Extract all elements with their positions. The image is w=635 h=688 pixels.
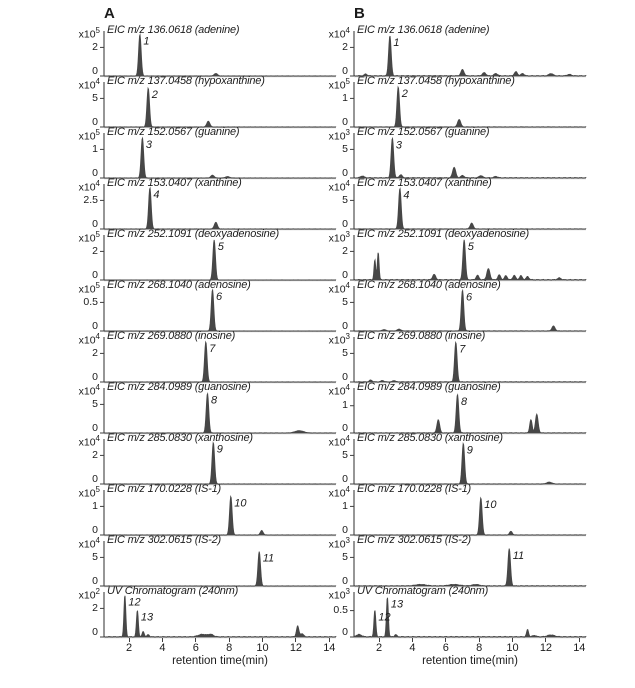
y-scale-exponent: 2	[95, 587, 100, 596]
peak-number-label: 12	[128, 596, 141, 609]
y-tick-label: 5	[92, 397, 98, 410]
y-tick-label: 0.5	[83, 295, 98, 308]
trace-svg	[354, 286, 586, 332]
y-zero-label: 0	[342, 217, 348, 230]
trace-svg	[104, 337, 336, 383]
y-scale-exponent: 4	[95, 179, 100, 188]
panel-title: EIC m/z 269.0880 (inosine)	[357, 330, 486, 342]
plot-area	[354, 77, 586, 128]
y-scale-label: $x10^4$	[78, 383, 100, 398]
panel-title: EIC m/z 152.0567 (guanine)	[107, 126, 240, 138]
y-scale-exponent: 3	[345, 230, 350, 239]
plot-area	[104, 179, 336, 230]
panel-label-A: A	[104, 5, 115, 22]
plot-area	[354, 128, 586, 179]
y-axis-labels	[62, 332, 104, 383]
x-tick-label: 6	[192, 642, 199, 654]
x-tick-label: 10	[506, 642, 519, 654]
y-tick-label: 1	[92, 142, 98, 155]
peak-number-label: 7	[459, 343, 466, 356]
chromatogram-panel	[62, 383, 336, 434]
peak-number-label: 7	[209, 343, 216, 355]
plot-area	[354, 332, 586, 383]
panel-title: EIC m/z 152.0567 (guanine)	[357, 126, 490, 138]
chromatogram-trace	[354, 498, 586, 535]
y-tick-label: 2.5	[83, 193, 98, 206]
trace-svg	[104, 31, 336, 77]
chromatogram-trace	[104, 552, 336, 586]
chromatogram-trace	[354, 87, 586, 127]
panel-title: EIC m/z 284.0989 (guanosine)	[357, 381, 501, 393]
y-axis-labels	[312, 230, 354, 281]
y-tick-label: 5	[342, 193, 348, 206]
panel-title: EIC m/z 269.0880 (inosine)	[107, 330, 236, 342]
y-scale-label: $x10^2$	[78, 587, 100, 602]
chromatogram-trace	[354, 189, 586, 229]
chromatogram-panel	[62, 281, 336, 332]
y-zero-label: 0	[92, 166, 98, 179]
panel-title: EIC m/z 170.0228 (IS-1)	[357, 483, 472, 495]
trace-svg	[104, 235, 336, 281]
plot-area	[354, 281, 586, 332]
y-scale-label: $x10^4$	[328, 383, 350, 398]
peak-number-label: 5	[217, 241, 224, 253]
x-tick-label: 6	[442, 642, 449, 654]
y-scale-exponent: 4	[345, 485, 350, 494]
peak-number-label: 11	[512, 549, 525, 562]
column-B	[312, 4, 586, 676]
x-axis-A	[104, 638, 336, 676]
panels-A	[62, 26, 336, 638]
y-tick-label: 2	[92, 244, 98, 257]
trace-svg	[104, 184, 336, 230]
peak-number-label: 2	[151, 89, 158, 102]
y-zero-label: 0	[342, 370, 348, 383]
y-scale-exponent: 3	[345, 332, 350, 341]
x-tick-label: 2	[375, 642, 383, 654]
trace-svg	[104, 82, 336, 128]
peak-number-label: 1	[393, 37, 400, 49]
y-scale-exponent: 5	[95, 128, 100, 137]
peak-number-label: 3	[395, 139, 403, 152]
chromatogram-trace	[354, 549, 586, 586]
trace-svg	[104, 133, 336, 179]
y-zero-label: 0	[342, 574, 348, 587]
y-axis-labels	[62, 536, 104, 587]
panel-title: EIC m/z 153.0407 (xanthine)	[107, 177, 242, 189]
y-zero-label: 0	[92, 370, 98, 383]
y-zero-label: 0	[92, 64, 98, 77]
y-scale-label: $x10^4$	[328, 26, 350, 41]
y-axis-labels	[312, 332, 354, 383]
peak-number-label: 6	[216, 290, 223, 303]
trace-svg	[354, 439, 586, 485]
y-scale-label: $x10^4$	[78, 179, 100, 194]
y-axis-labels	[62, 128, 104, 179]
chromatogram-trace	[104, 342, 336, 382]
x-axis-title: retention time(min)	[422, 655, 518, 667]
y-scale-label: $x10^3$	[328, 536, 350, 551]
peak-number-label: 12	[378, 611, 391, 624]
y-scale-label: $x10^4$	[78, 77, 100, 92]
y-axis-labels	[62, 434, 104, 485]
plot-area	[104, 383, 336, 434]
y-scale-exponent: 5	[95, 281, 100, 290]
plot-area	[354, 536, 586, 587]
chromatogram-panel	[312, 332, 586, 383]
plot-area	[104, 26, 336, 77]
panel-title: EIC m/z 136.0618 (adenine)	[107, 24, 240, 36]
plot-area	[104, 230, 336, 281]
panel-title: UV Chromatogram (240nm)	[107, 585, 239, 597]
panel-title: EIC m/z 302.0615 (IS-2)	[107, 534, 222, 546]
y-tick-label: 1	[92, 499, 98, 512]
plot-area	[354, 587, 586, 638]
y-tick-label: 5	[92, 91, 98, 104]
trace-svg	[354, 490, 586, 536]
peak-number-label: 9	[466, 444, 473, 457]
chromatogram-panel	[312, 587, 586, 638]
y-axis-labels	[62, 281, 104, 332]
peak-number-label: 4	[403, 189, 410, 202]
panel-title: EIC m/z 268.1040 (adenosine)	[107, 279, 251, 291]
chromatogram-panel	[62, 77, 336, 128]
plot-area	[354, 179, 586, 230]
y-scale-label: $x10^3$	[328, 587, 350, 602]
y-scale-label: $x10^4$	[78, 332, 100, 347]
chromatogram-trace	[104, 497, 336, 535]
chromatogram-panel	[62, 128, 336, 179]
y-zero-label: 0	[92, 268, 98, 281]
y-zero-label: 0	[92, 319, 98, 332]
y-tick-label: 5	[92, 550, 98, 563]
y-zero-label: 0	[342, 115, 348, 128]
y-tick-label: 1	[342, 399, 348, 412]
chromatogram-panel	[312, 26, 586, 77]
peak-number-label: 8	[461, 395, 468, 408]
y-scale-exponent: 5	[345, 77, 350, 86]
trace-svg	[104, 439, 336, 485]
y-zero-label: 0	[92, 523, 98, 536]
peak-number-label: 11	[262, 552, 275, 565]
panel-title: EIC m/z 284.0989 (guanosine)	[107, 381, 251, 393]
trace-svg	[354, 184, 586, 230]
chromatogram-panel	[312, 434, 586, 485]
chromatogram-trace	[104, 88, 336, 127]
y-zero-label: 0	[92, 625, 98, 638]
y-scale-label: $x10^4$	[328, 485, 350, 500]
plot-area	[354, 230, 586, 281]
y-zero-label: 0	[92, 115, 98, 128]
y-scale-exponent: 4	[95, 383, 100, 392]
y-axis-labels	[312, 383, 354, 434]
y-zero-label: 0	[92, 472, 98, 485]
panel-title: EIC m/z 252.1091 (deoxyadenosine)	[357, 228, 529, 240]
y-tick-label: 2	[92, 346, 98, 359]
chromatogram-panel	[62, 434, 336, 485]
y-tick-label: 5	[342, 346, 348, 359]
y-scale-exponent: 3	[345, 536, 350, 545]
trace-svg	[354, 133, 586, 179]
y-tick-label: 1	[342, 499, 348, 512]
y-axis-labels	[312, 281, 354, 332]
trace-svg	[354, 388, 586, 434]
y-scale-exponent: 3	[345, 587, 350, 596]
y-scale-exponent: 4	[345, 179, 350, 188]
chromatogram-panel	[312, 128, 586, 179]
panels-B	[312, 26, 586, 638]
x-axis-title: retention time(min)	[172, 655, 268, 667]
y-scale-exponent: 5	[95, 485, 100, 494]
y-zero-label: 0	[342, 268, 348, 281]
panel-title: UV Chromatogram (240nm)	[357, 585, 489, 597]
trace-svg	[354, 31, 586, 77]
plot-area	[104, 77, 336, 128]
plot-area	[104, 434, 336, 485]
y-tick-label: 5	[342, 448, 348, 461]
y-axis-labels	[312, 77, 354, 128]
chromatogram-panel	[62, 179, 336, 230]
peak-number-label: 9	[216, 443, 223, 456]
y-zero-label: 0	[92, 574, 98, 587]
panel-title: EIC m/z 285.0830 (xanthosine)	[107, 432, 253, 444]
trace-svg	[354, 337, 586, 383]
y-scale-exponent: 4	[95, 434, 100, 443]
y-zero-label: 0	[342, 625, 348, 638]
chromatogram-trace	[104, 35, 336, 76]
y-scale-exponent: 5	[95, 26, 100, 35]
y-scale-label: $x10^3$	[328, 128, 350, 143]
chromatogram-trace	[354, 36, 586, 76]
y-axis-labels	[312, 128, 354, 179]
peak-number-label: 10	[484, 498, 497, 511]
plot-area	[104, 536, 336, 587]
y-axis-labels	[62, 77, 104, 128]
chromatogram-trace	[354, 343, 586, 382]
y-axis-labels	[62, 230, 104, 281]
peak-number-label: 13	[140, 611, 154, 624]
y-tick-label: 1	[342, 91, 348, 104]
x-tick-label: 10	[256, 642, 269, 654]
trace-svg	[104, 541, 336, 587]
y-scale-exponent: 4	[345, 434, 350, 443]
trace-svg	[104, 592, 336, 638]
y-tick-label: 2	[92, 448, 98, 461]
x-tick-label: 2	[125, 642, 133, 654]
plot-area	[104, 485, 336, 536]
y-axis-labels	[62, 383, 104, 434]
peak-number-label: 8	[211, 394, 218, 407]
chromatogram-panel	[62, 230, 336, 281]
chromatogram-trace	[104, 394, 336, 433]
x-tick-label: 12	[539, 642, 553, 654]
y-axis-labels	[312, 179, 354, 230]
chromatogram-panel	[62, 26, 336, 77]
y-scale-label: $x10^4$	[78, 536, 100, 551]
y-scale-exponent: 3	[345, 128, 350, 137]
y-scale-label: $x10^5$	[328, 77, 350, 92]
y-zero-label: 0	[342, 421, 348, 434]
panel-title: EIC m/z 252.1091 (deoxyadenosine)	[107, 228, 279, 240]
y-scale-exponent: 4	[95, 77, 100, 86]
y-scale-label: $x10^3$	[328, 230, 350, 245]
x-tick-label: 8	[476, 642, 483, 654]
chromatogram-panel	[312, 281, 586, 332]
y-scale-label: $x10^5$	[78, 26, 100, 41]
x-tick-label: 14	[323, 642, 336, 654]
panel-title: EIC m/z 302.0615 (IS-2)	[357, 534, 472, 546]
peak-number-label: 5	[467, 241, 474, 253]
y-scale-exponent: 4	[345, 281, 350, 290]
panel-title: EIC m/z 170.0228 (IS-1)	[107, 483, 222, 495]
trace-svg	[104, 286, 336, 332]
x-tick-label: 4	[409, 642, 416, 654]
y-axis-labels	[62, 26, 104, 77]
peak-number-label: 6	[466, 291, 473, 304]
y-zero-label: 0	[342, 319, 348, 332]
y-axis-labels	[312, 587, 354, 638]
plot-area	[104, 332, 336, 383]
y-scale-label: $x10^4$	[328, 179, 350, 194]
y-scale-label: $x10^5$	[78, 485, 100, 500]
y-tick-label: 5	[342, 295, 348, 308]
y-zero-label: 0	[342, 523, 348, 536]
chromatogram-panel	[312, 230, 586, 281]
y-scale-exponent: 5	[95, 230, 100, 239]
plot-area	[354, 485, 586, 536]
peak-number-label: 13	[390, 598, 404, 611]
chromatogram-panel	[312, 383, 586, 434]
y-axis-labels	[312, 26, 354, 77]
y-tick-label: 2	[92, 601, 98, 614]
y-tick-label: 0.5	[333, 604, 348, 617]
plot-area	[104, 128, 336, 179]
y-tick-label: 2	[92, 40, 98, 53]
plot-area	[354, 434, 586, 485]
panel-title: EIC m/z 268.1040 (adenosine)	[357, 279, 501, 291]
x-tick-label: 12	[289, 642, 303, 654]
chromatogram-panel	[312, 179, 586, 230]
y-scale-label: $x10^4$	[328, 434, 350, 449]
panel-title: EIC m/z 285.0830 (xanthosine)	[357, 432, 503, 444]
trace-svg	[354, 82, 586, 128]
chromatogram-panel	[62, 536, 336, 587]
y-scale-label: $x10^4$	[78, 434, 100, 449]
trace-svg	[104, 490, 336, 536]
chromatogram-panel	[312, 485, 586, 536]
trace-svg	[354, 235, 586, 281]
plot-area	[354, 383, 586, 434]
y-scale-label: $x10^4$	[328, 281, 350, 296]
panel-title: EIC m/z 137.0458 (hypoxanthine)	[107, 75, 265, 87]
chromatogram-trace	[104, 138, 336, 178]
y-scale-label: $x10^5$	[78, 230, 100, 245]
y-axis-labels	[312, 434, 354, 485]
y-zero-label: 0	[342, 64, 348, 77]
trace-svg	[354, 592, 586, 638]
y-zero-label: 0	[92, 421, 98, 434]
y-zero-label: 0	[92, 217, 98, 230]
chromatogram-panel	[312, 536, 586, 587]
y-scale-exponent: 4	[345, 383, 350, 392]
y-scale-label: $x10^3$	[328, 332, 350, 347]
y-scale-label: $x10^5$	[78, 128, 100, 143]
y-tick-label: 5	[342, 550, 348, 563]
chromatogram-trace	[354, 395, 586, 433]
x-axis-B	[354, 638, 586, 676]
x-tick-label: 14	[573, 642, 586, 654]
peak-number-label: 10	[234, 497, 247, 510]
y-zero-label: 0	[342, 166, 348, 179]
plot-area	[354, 26, 586, 77]
peak-number-label: 2	[401, 88, 408, 100]
chromatogram-trace	[104, 188, 336, 229]
chromatogram-panel	[62, 587, 336, 638]
plot-area	[104, 281, 336, 332]
column-A	[62, 4, 336, 676]
plot-area	[104, 587, 336, 638]
x-tick-label: 8	[226, 642, 233, 654]
chromatogram-trace	[354, 138, 586, 178]
x-tick-label: 4	[159, 642, 166, 654]
peak-number-label: 3	[145, 139, 153, 151]
y-zero-label: 0	[342, 472, 348, 485]
y-axis-labels	[62, 587, 104, 638]
trace-svg	[354, 541, 586, 587]
y-axis-labels	[312, 485, 354, 536]
y-scale-exponent: 4	[345, 26, 350, 35]
y-scale-label: $x10^5$	[78, 281, 100, 296]
chromatogram-panel	[62, 332, 336, 383]
y-scale-exponent: 4	[95, 536, 100, 545]
panel-label-B: B	[354, 5, 365, 22]
y-axis-labels	[62, 179, 104, 230]
peak-number-label: 1	[143, 35, 150, 48]
peak-number-label: 4	[153, 188, 160, 201]
chromatogram-panel	[312, 77, 586, 128]
trace-svg	[104, 388, 336, 434]
y-tick-label: 2	[342, 40, 348, 53]
y-tick-label: 2	[342, 244, 348, 257]
panel-title: EIC m/z 137.0458 (hypoxanthine)	[357, 75, 515, 87]
y-tick-label: 5	[342, 142, 348, 155]
panel-title: EIC m/z 153.0407 (xanthine)	[357, 177, 492, 189]
y-scale-exponent: 4	[95, 332, 100, 341]
chromatogram-panel	[62, 485, 336, 536]
y-axis-labels	[312, 536, 354, 587]
panel-title: EIC m/z 136.0618 (adenine)	[357, 24, 490, 36]
y-axis-labels	[62, 485, 104, 536]
